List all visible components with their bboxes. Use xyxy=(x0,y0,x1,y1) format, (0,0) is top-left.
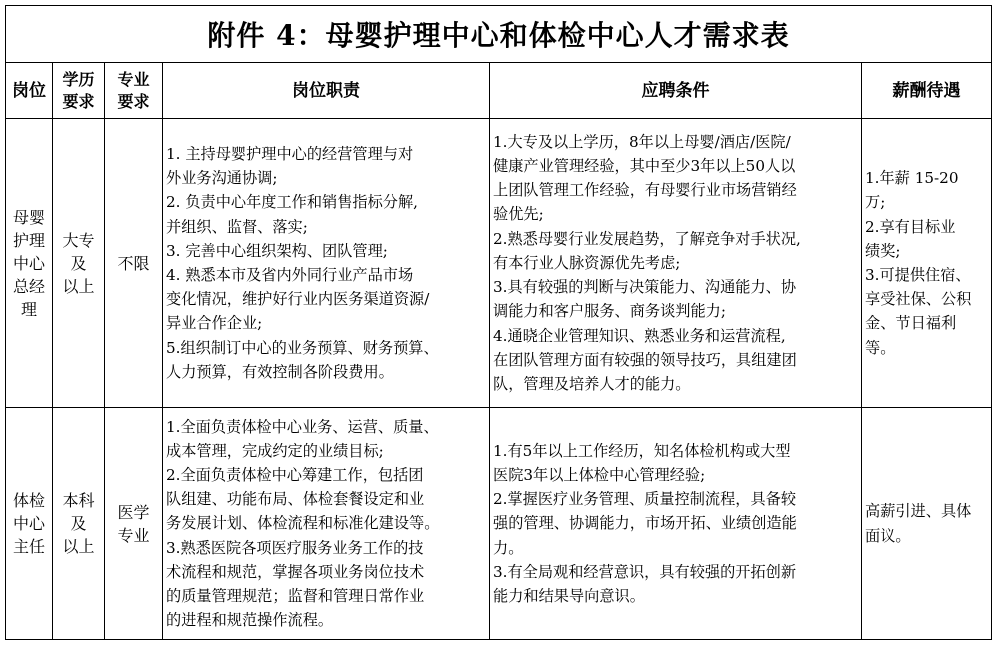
education-cell xyxy=(53,119,105,408)
requirements-line: 力。 xyxy=(493,538,524,557)
position-cell xyxy=(6,408,53,640)
salary-line: 绩奖; xyxy=(865,241,901,260)
duties-line: 3.熟悉医院各项医疗服务业务工作的技 xyxy=(166,538,424,557)
requirements-line: 医院3年以上体检中心管理经验; xyxy=(493,465,706,484)
education-line: 以上 xyxy=(62,276,95,296)
requirements-cell xyxy=(490,119,862,408)
duties-line: 变化情况，维护好行业内医务渠道资源/ xyxy=(166,290,430,309)
duties-line: 5.组织制订中心的业务预算、财务预算、 xyxy=(166,338,439,357)
requirements-cell xyxy=(490,408,862,640)
salary-line: 3.可提供住宿、 xyxy=(865,266,971,284)
salary-line: 2.享有目标业 xyxy=(865,217,956,236)
requirements-line: 2.熟悉母婴行业发展趋势，了解竞争对手状况, xyxy=(493,229,801,248)
header-duties: 岗位职责 xyxy=(163,63,490,119)
position-line: 理 xyxy=(20,299,37,319)
talent-requirements-table xyxy=(5,5,992,640)
duties-line: 务发展计划、体检流程和标准化建设等。 xyxy=(166,514,440,533)
education-line: 以上 xyxy=(62,537,95,556)
salary-line: 等。 xyxy=(865,338,896,357)
position-line: 中心 xyxy=(12,514,45,533)
position-cell xyxy=(6,119,53,408)
duties-line: 异业合作企业; xyxy=(166,314,263,333)
duties-line: 1.全面负责体检中心业务、运营、质量、 xyxy=(166,417,439,436)
header-education-line-2: 要求 xyxy=(62,91,95,111)
duties-line: 的进程和规范操作流程。 xyxy=(166,611,334,630)
duties-line: 3. 完善中心组织架构、团队管理; xyxy=(166,241,388,260)
header-major-line-2: 要求 xyxy=(117,91,150,111)
header-position: 岗位 xyxy=(6,63,53,119)
header-requirements: 应聘条件 xyxy=(490,63,862,119)
header-education-line-1: 学历 xyxy=(62,69,95,89)
duties-cell xyxy=(163,408,490,640)
duties-line: 术流程和规范，掌握各项业务岗位技术 xyxy=(166,562,425,581)
requirements-line: 3.具有较强的判断与决策能力、沟通能力、协 xyxy=(493,278,797,297)
requirements-line: 1.有5年以上工作经历，知名体检机构或大型 xyxy=(493,441,791,460)
duties-line: 成本管理，完成约定的业绩目标; xyxy=(166,441,384,460)
requirements-line: 3.有全局观和经营意识，具有较强的开拓创新 xyxy=(493,562,797,581)
position-line: 总经 xyxy=(12,276,45,296)
header-major-line-1: 专业 xyxy=(117,69,150,89)
education-line: 大专及 xyxy=(62,230,95,273)
header-major xyxy=(105,63,163,119)
requirements-line: 队，管理及培养人才的能力。 xyxy=(493,374,691,393)
duties-line: 的质量管理规范；监督和管理日常作业 xyxy=(166,587,425,605)
salary-line: 面议。 xyxy=(865,526,911,545)
position-line: 体检 xyxy=(12,491,45,510)
title-row xyxy=(6,6,992,63)
requirements-line: 1.大专及以上学历，8年以上母婴/酒店/医院/ xyxy=(493,132,791,151)
duties-line: 2.全面负责体检中心筹建工作，包括团 xyxy=(166,465,424,484)
duties-line: 1. 主持母婴护理中心的经营管理与对 xyxy=(166,144,414,163)
header-salary: 薪酬待遇 xyxy=(862,63,992,119)
duties-line: 人力预算，有效控制各阶段费用。 xyxy=(166,362,394,381)
major-line: 专业 xyxy=(117,525,150,545)
salary-cell xyxy=(862,119,992,408)
requirements-line: 健康产业管理经验，其中至少3年以上50人以 xyxy=(493,157,796,176)
major-cell xyxy=(105,408,163,640)
duties-line: 队组建、功能布局、体检套餐设定和业 xyxy=(166,490,425,509)
position-line: 母婴 xyxy=(12,207,45,227)
duties-line: 4. 熟悉本市及省内外同行业产品市场 xyxy=(166,266,414,284)
position-line: 中心 xyxy=(12,253,45,273)
position-line: 护理 xyxy=(12,230,45,250)
duties-line: 2. 负责中心年度工作和销售指标分解, xyxy=(166,193,418,212)
requirements-line: 调能力和客户服务、商务谈判能力; xyxy=(493,302,726,321)
requirements-line: 强的管理、协调能力，市场开拓、业绩创造能 xyxy=(493,514,797,533)
duties-line: 外业务沟通协调; xyxy=(166,169,278,188)
table-row xyxy=(6,408,992,640)
header-row xyxy=(6,63,992,119)
duties-line: 并组织、监督、落实; xyxy=(166,217,308,236)
position-line: 主任 xyxy=(12,537,45,556)
major-cell: 不限 xyxy=(105,119,163,408)
requirements-line: 有本行业人脉资源优先考虑; xyxy=(493,253,681,272)
education-cell xyxy=(53,408,105,640)
salary-line: 高薪引进、具体 xyxy=(865,502,972,521)
requirements-line: 4.通晓企业管理知识、熟悉业务和运营流程, xyxy=(493,326,786,345)
salary-line: 享受社保、公积 xyxy=(865,290,972,309)
salary-line: 金、节日福利 xyxy=(865,314,957,333)
requirements-line: 能力和结果导向意识。 xyxy=(493,587,645,605)
salary-line: 1.年薪 15-20 xyxy=(865,169,959,188)
requirements-line: 在团队管理方面有较强的领导技巧，具组建团 xyxy=(493,350,797,369)
requirements-line: 验优先; xyxy=(493,205,544,224)
education-line: 本科及 xyxy=(62,491,95,533)
header-education xyxy=(53,63,105,119)
salary-cell xyxy=(862,408,992,640)
table-row xyxy=(6,119,992,408)
requirements-line: 2.掌握医疗业务管理、质量控制流程，具备较 xyxy=(493,490,797,509)
duties-cell xyxy=(163,119,490,408)
table-title: 附件 4：母婴护理中心和体检中心人才需求表 xyxy=(6,6,992,63)
requirements-line: 上团队管理工作经验，有母婴行业市场营销经 xyxy=(493,181,797,200)
salary-line: 万; xyxy=(865,193,886,212)
major-line: 医学 xyxy=(117,502,150,522)
